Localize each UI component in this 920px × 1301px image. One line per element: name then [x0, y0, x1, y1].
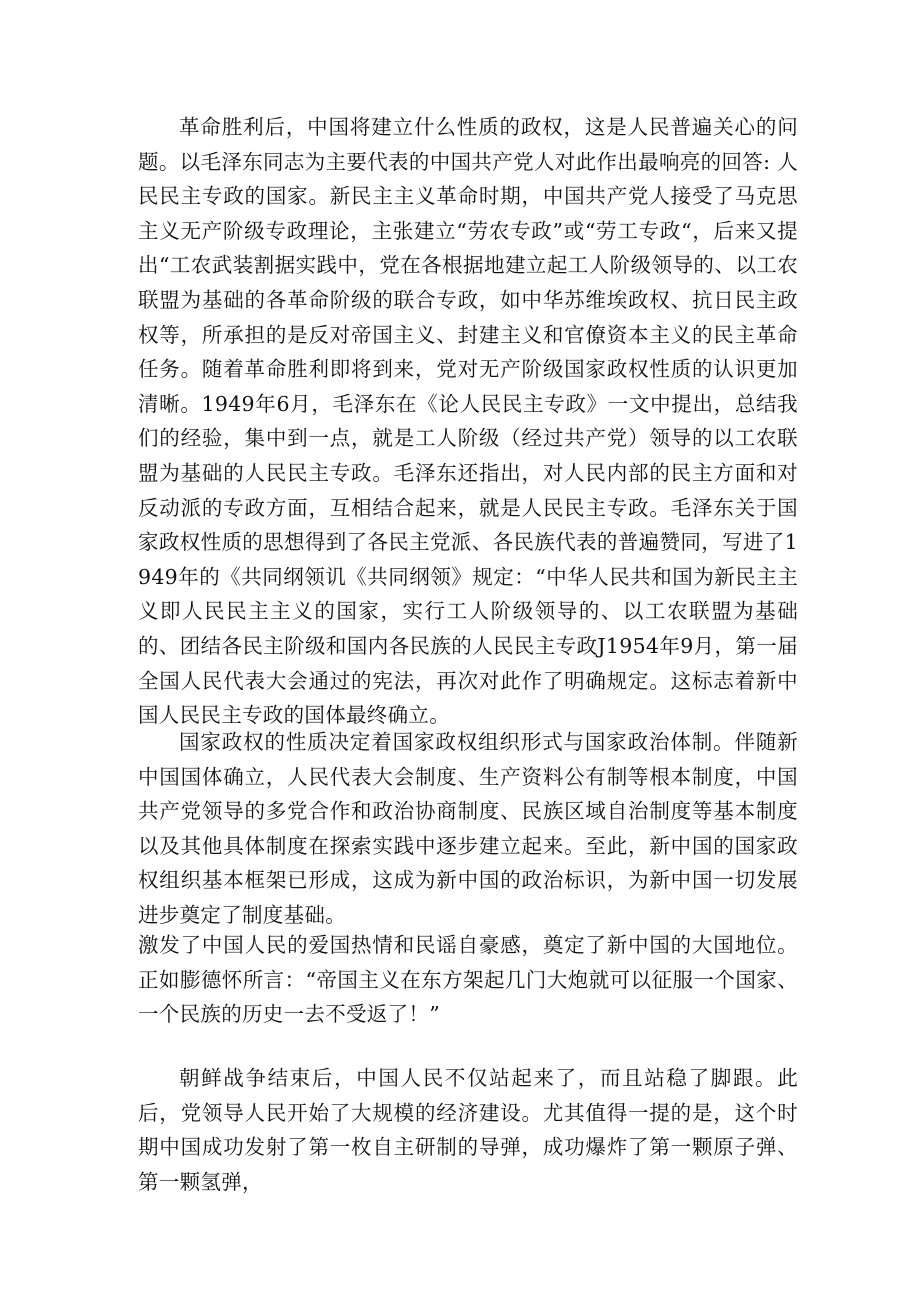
paragraph-4: 朝鲜战争结束后，中国人民不仅站起来了，而且站稳了脚跟。此后，党领导人民开始了大规模的经济建设。尤其值得一提的是，这个时期中国成功发射了第一枚自主研制的导弹，成功爆炸了第一颗原子弹、第一颗氢弹，: [138, 1066, 798, 1194]
paragraph-3: 激发了中国人民的爱国热情和民谣自豪感，奠定了新中国的大国地位。正如膨德怀所言：“帝国主义在东方架起几门大炮就可以征服一个国家、一个民族的历史一去不受返了！”: [138, 933, 798, 1027]
paragraph-2: 国家政权的性质决定着国家政权组织形式与国家政治体制。伴随新中国国体确立，人民代表大会制度、生产资料公有制等根本制度，中国共产党领导的多党合作和政治协商制度、民族区域自治制度等基本制度以及其他具体制度在探索实践中逐步建立起来。至此，新中国的国家政权组织基本框架已形成，这成为新中国的政治标识，为新中国一切发展进步奠定了制度基础。: [138, 730, 798, 927]
paragraph-1: 革命胜利后，中国将建立什么性质的政权，这是人民普遍关心的问题。以毛泽东同志为主要代表的中国共产党人对此作出最响亮的回答: 人民民主专政的国家。新民主主义革命时期，中国共产党人接受了马克思主义无产阶级专政理论，主张建立“劳农专政”或“劳工专政“，后来又提出“工农武装割据实践中，党在各根据地建立起工人阶级领导的、以工农联盟为基础的各革命阶级的联合专政，如中华苏维埃政权、抗日民主政权等，所承担的是反对帝国主义、封建主义和官僚资本主义的民主革命任务。随着革命胜利即将到来，党对无产阶级国家政权性质的认识更加清晰。1949年6月，毛泽东在《论人民民主专政》一文中提出，总结我们的经验，集中到一点，就是工人阶级（经过共产党）领导的以工农联盟为基础的人民民主专政。毛泽东还指出，对人民内部的民主方面和对反动派的专政方面，互相结合起来，就是人民民主专政。毛泽东关于国家政权性质的思想得到了各民主党派、各民族代表的普遍赞同，写进了1949年的《共同纲领讥《共同纲领》规定：“中华人民共和国为新民主主义即人民民主主义的国家，实行工人阶级领导的、以工农联盟为基础的、团结各民主阶级和国内各民族的人民民主专政J1954年9月，第一届全国人民代表大会通过的宪法，再次对此作了明确规定。这标志着新中国人民民主专政的国体最终确立。: [138, 115, 798, 728]
